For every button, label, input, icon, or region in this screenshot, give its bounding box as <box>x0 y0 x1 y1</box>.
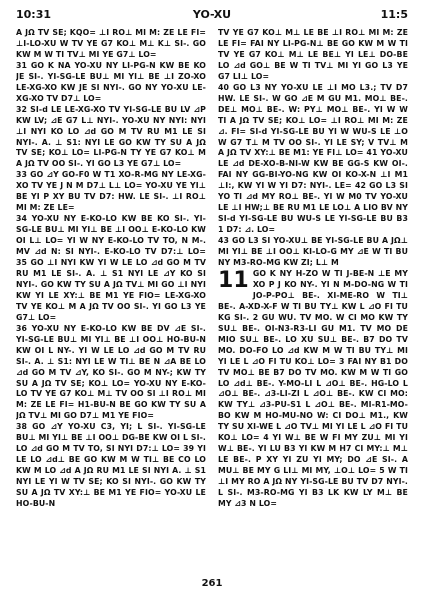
chapter-start <box>218 269 408 510</box>
header-left-reference: 10:31 <box>16 8 52 21</box>
header-right-reference: 11:5 <box>380 8 408 21</box>
verse-paragraph: 38 GO ⊿Y YO-XU C3, YI; L SI-. YI-SG-LE BU⊥ MI YI⊥ BE ⊥I OO⊥ DG-BE KW OI L SI-. LO ⊿d GO M TV TO, SI NYI D7:⊥ LO= 39 YI LE LO ⊿d⊥ BE GO KW M W TI⊥ BE CO LO KW M LO ⊿d A JΩ RU M1 LE SI NYI A. ⊥ S1 NYI LE YI W TV SE; KO SI NYI-. GO KW TY SU A JΩ TV XY:⊥ BE M1 YE FIO= YO-XU LE HO-BU-N <box>16 422 206 508</box>
header-book-title: YO-XU <box>192 8 232 21</box>
chapter-number: 11 <box>218 267 249 293</box>
left-column <box>16 28 206 570</box>
right-column <box>218 28 408 570</box>
verse-paragraph: 40 GO L3 NY YO-XU LE ⊥I MO L3.; TV D7 HW. LE SI-. W GO ⊿E M GU M1. MO⊥ BE-. DE⊥ MO⊥ BE-. W: PY⊥ MO⊥ BE-. YI W W TI A JΩ TV SE; KO⊥ LO= ⊥I RO⊥ MI M: ZE ⊿. FI= SI-d YI-SG-LE BU YI W WU-S LE ⊥O W G7 T⊥ M TV OO SI-. YI LE SY; V TV⊥ M A JΩ TV XY:⊥ BE M1: YE FI⊥ LO= 41 YO-XU LE ⊿d DE-XO-B-NI-W KW BE GG-S KW OI-. FAI NY GG-BI-YO-NG KW OI KO-X-N ⊥I M1 ⊥I:, KW YI W YI D7: NYI-. LE= 42 GO L3 SI YO TI ⊿d MY RO⊥ BE-. YI W M0 TV YO-XU LE ⊥I HW;⊥ BE RU M1 LE LO⊥ A LIO BV NY SI-d YI-SG-LE BU WU-S LE YI-SG-LE BU B3 1 D7: ⊿. LO= <box>218 82 408 235</box>
verse-paragraph: 43 GO L3 SI YO-XU⊥ BE YI-SG-LE BU A JΩ⊥ MI YI⊥ BE ⊥I OO⊥ KI-LO-G MY ⊿E W TI BU NY M3-RO-MG KW ZI; L⊥ M <box>218 236 408 268</box>
verse-paragraph: 32 SI-d LE LE-XG-XO TV YI-SG-LE BU LV ⊿P KW LV; ⊿E G7 L⊥ NYI-. YO-XU NY NYI: NYI ⊥I NYI KO LO ⊿d GO M TV RU M1 LE SI NYI-. A. ⊥ S1: NYI LE GO KW TY SU A JΩ TV SE; KO⊥ LO= LI-PG-N TY YE G7 KO⊥ M A JΩ TV OO SI-. YI GO L3 YE G7⊥ LO= <box>16 104 206 169</box>
page-header <box>16 8 408 24</box>
verse-paragraph: A JΩ TV SE; KQO= ⊥I RO⊥ MI M: ZE LE FI= ⊥I-LO-XU W TV YE G7 KO⊥ M⊥ K⊥ SI-. GO KW M W TI TV⊥ MI YE G7⊥ LO= <box>16 28 206 59</box>
verse-paragraph: 33 GO ⊿Y GO-F0 W T1 XO-R-MG NY LE-XG-XO TV YE J N M D7⊥ L⊥ LO= YO-XU YE YI⊥ BE YI P XY BU TV D7: HW. LE SI-. ⊥I RO⊥ MI M: ZE LE= <box>16 170 206 213</box>
verse-paragraph: 36 YO-XU NY E-KO-LO KW BE DV ⊿E SI-. YI-SG-LE BU⊥ MI YI⊥ BE ⊥I OO⊥ HO-BU-N KW OI L NY-. YI W LE LO ⊿d GO M TV RU SI-. A. ⊥ S1: NYI LE W TI⊥ BE N ⊿A BE LO ⊿d GO M TV ⊿Y, KO SI-. GO M NY-; KW TY SU A JΩ TV SE; KO⊥ LO= YO-XU NY E-KO-LO TV YE G7 KO⊥ M⊥ TV OO SI ⊥I RO⊥ MI M: ZE LE FI= H1-BU-N BE GO KW TY SU A JΩ TV⊥ MI GO D7⊥ M1 YE FIO= <box>16 323 206 421</box>
verse-paragraph: 31 GO K NA YO-XU NY LI-PG-N KW BE KO JE SI-. YI-SG-LE BU⊥ MI YI⊥ BE ⊥I ZO-XO LE-XG-XO KW JE SI NYI-. GO NY YO-XU LE-XG-XO TV D7⊥ LO= <box>16 60 206 103</box>
verse-paragraph: TV YE G7 KO⊥ M⊥ LE BE ⊥I RO⊥ MI M: ZE LE FI= FAI NY LI-PG-N⊥ BE GO KW M W TI TV YE G7 KO⊥ M⊥ LE BE⊥ YI LE⊥ DO-BE LO ⊿d GO⊥ BE W TI TV⊥ MI YI GO L3 YE G7 LI⊥ LO= <box>218 28 408 81</box>
chapter-opening-text: GO K NY H-ZO W TI J-BE-N ⊥E MY XO P J KO NY-. YI N M-DO-NG W TI JO-P-PO⊥ BE-. XI-ME-RO W TI⊥ BE-. A-XD-X-F W TI BU TY⊥ KW L ⊿O FI TU KG SI-. 2 GU WU. TV MO. W CI MO KW TY SU⊥ BE-. OI-N3-R3-LI GU M1. TV MO DE MIO SU⊥ BE-. LO XU SU⊥ BE-. B7 DO TV MO. DO-FO LO ⊿d KW M W TI BU TY⊥ MI YI LE L ⊿O FI TU KO⊥ LO= 3 FAI NY B1 DO TV MO⊥ BE B7 DO TV MO. KW M W TI GO LO ⊿d⊥ BE-. Y-MO-LI L ⊿O⊥ BE-. HG-LO L ⊿O⊥ BE-. ⊿3-LI-ZI L ⊿O⊥ BE-. KW CI MO: KW TY⊥ ⊿3-PU-S1 L ⊿O⊥ BE-. MI-R1-MO-BO KW M HO-MU-NO W: CI DO⊥ M1., KW TY SU XI-WE L ⊿O TV⊥ MI YI LE L ⊿O FI TU KO⊥ LO= 4 YI W⊥ BE W FI MY ZU⊥ MI YI W⊥ BE-. YI LU B3 YI KW M H7 CI MY:⊥ M⊥ LE BE-. P XY YI ZU YI MY; DO ⊿E SI-. A MU⊥ BE MY G LI⊥ MI MY, ⊥O⊥ LO= 5 W TI ⊥I MY RO A JΩ NY YI-SG-LE BU TV D7 NYI-. L SI-. M3-RO-MG YI B3 LK KW LY M⊥ BE MY ⊿3 N LO= <box>218 268 408 508</box>
page-number: 261 <box>201 578 223 589</box>
verse-paragraph: 34 YO-XU NY E-KO-LO KW BE KO SI-. YI-SG-LE BU⊥ MI YI⊥ BE ⊥I OO⊥ E-KO-LO KW OI L⊥ LO= YI W NY E-KO-LO TV TO, N M-. MV ⊿d N: SI NYI-. E-KO-LO TV D7:⊥ LO= 35 GO ⊥I NYI KW YI W LE LO ⊿d GO M TV RU M1 LE SI-. A. ⊥ S1 NYI LE ⊿Y KO SI NYI-. GO KW TY SU A JΩ TV⊥ MI GO ⊥I NYI KW YI LE XY:⊥ BE M1 YE FIO= LE-XG-XO TV YE KO⊥ M A JΩ TV OO SI-. YI GO L3 YE G7⊥ LO= <box>16 214 206 322</box>
